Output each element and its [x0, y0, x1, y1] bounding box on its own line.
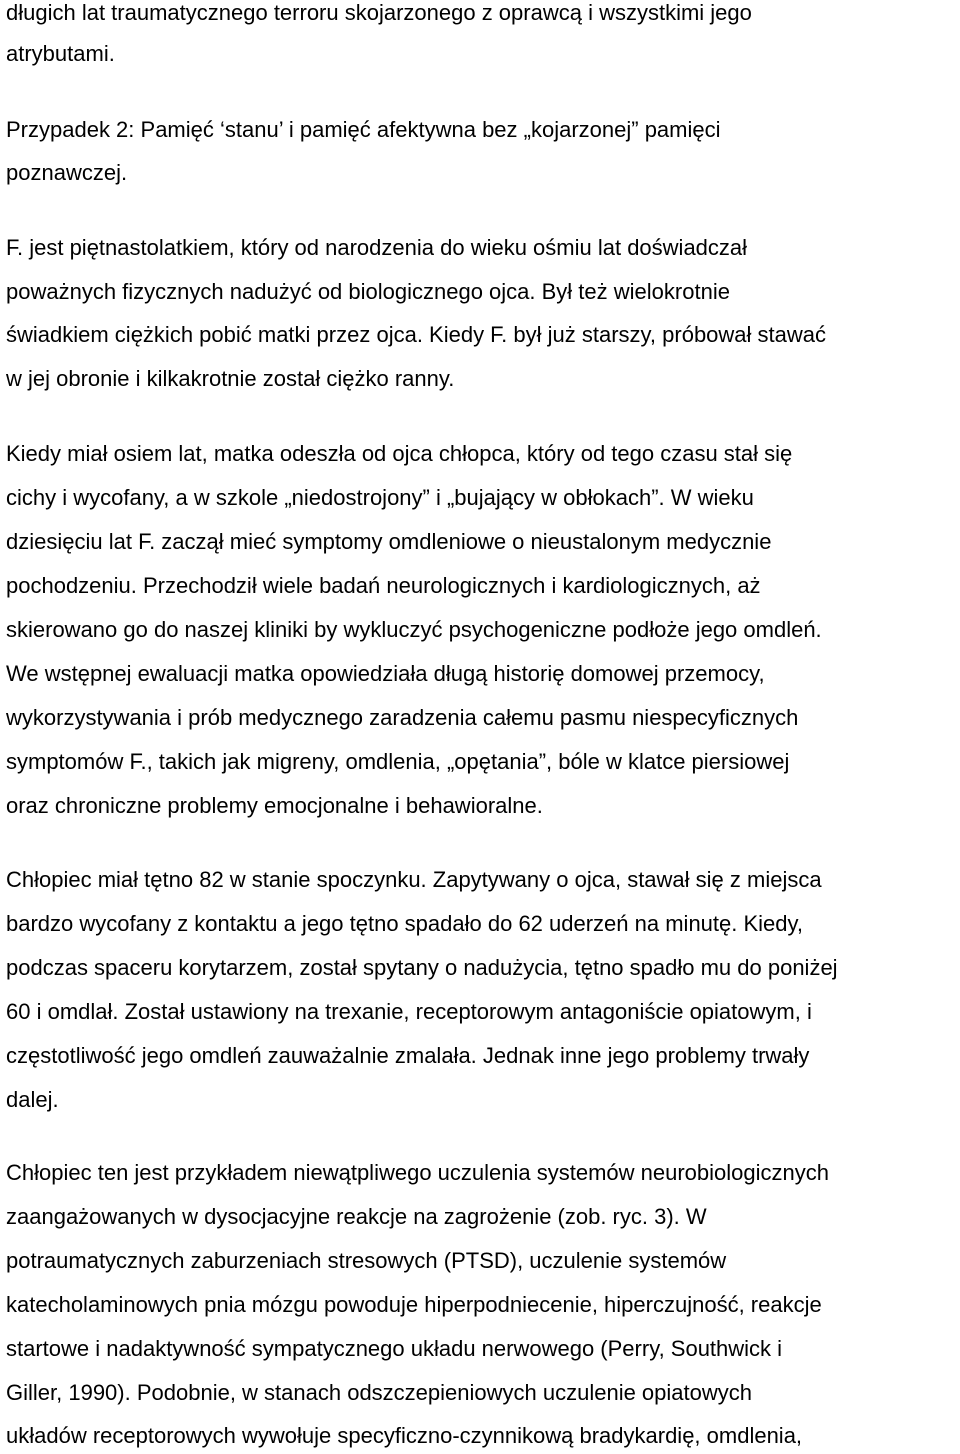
text-line: Kiedy miał osiem lat, matka odeszła od ojca chłopca, który od tego czasu stał się [6, 441, 793, 466]
section-heading: Przypadek 2: Pamięć ‘stanu’ i pamięć afektywna bez „kojarzonej” pamięci [6, 117, 721, 142]
text-line: w jej obronie i kilkakrotnie został ciężko ranny. [6, 366, 455, 391]
text-line: częstotliwość jego omdleń zauważalnie zmalała. Jednak inne jego problemy trwały [6, 1043, 810, 1068]
text-line: symptomów F., takich jak migreny, omdlenia, „opętania”, bóle w klatce piersiowej [6, 749, 790, 774]
text-line: wykorzystywania i prób medycznego zaradzenia całemu pasmu niespecyficznych [6, 705, 799, 730]
text-line: atrybutami. [6, 41, 115, 66]
text-line: F. jest piętnastolatkiem, który od narodzenia do wieku ośmiu lat doświadczał [6, 235, 748, 260]
text-line: pochodzeniu. Przechodził wiele badań neurologicznych i kardiologicznych, aż [6, 573, 761, 598]
text-line: podczas spaceru korytarzem, został spytany o nadużycia, tętno spadło mu do poniżej [6, 955, 838, 980]
text-line: układów receptorowych wywołuje specyficzno-czynnikową bradykardię, omdlenia, [6, 1423, 803, 1448]
text-line: skierowano go do naszej kliniki by wykluczyć psychogeniczne podłoże jego omdleń. [6, 617, 822, 642]
text-line: We wstępnej ewaluacji matka opowiedziała długą historię domowej przemocy, [6, 661, 765, 686]
text-line: cichy i wycofany, a w szkole „niedostrojony” i „bujający w obłokach”. W wieku [6, 485, 754, 510]
text-line: poważnych fizycznych nadużyć od biologicznego ojca. Był też wielokrotnie [6, 279, 730, 304]
text-line: Giller, 1990). Podobnie, w stanach odszczepieniowych uczulenie opiatowych [6, 1380, 752, 1405]
text-line: świadkiem ciężkich pobić matki przez ojca. Kiedy F. był już starszy, próbował stawać [6, 322, 827, 347]
text-line: potraumatycznych zaburzeniach stresowych (PTSD), uczulenie systemów [6, 1248, 727, 1273]
text-line: Chłopiec miał tętno 82 w stanie spoczynku. Zapytywany o ojca, stawał się z miejsca [6, 867, 822, 892]
text-line: dziesięciu lat F. zaczął mieć symptomy omdleniowe o nieustalonym medycznie [6, 529, 772, 554]
text-line: zaangażowanych w dysocjacyjne reakcje na zagrożenie (zob. ryc. 3). W [6, 1204, 707, 1229]
text-line: startowe i nadaktywność sympatycznego układu nerwowego (Perry, Southwick i [6, 1336, 783, 1361]
text-line: katecholaminowych pnia mózgu powoduje hiperpodniecenie, hiperczujność, reakcje [6, 1292, 822, 1317]
text-line: długich lat traumatycznego terroru skojarzonego z oprawcą i wszystkimi jego [6, 0, 752, 25]
text-line: 60 i omdlał. Został ustawiony na trexanie, receptorowym antagoniście opiatowym, i [6, 999, 812, 1024]
text-line: Chłopiec ten jest przykładem niewątpliwego uczulenia systemów neurobiologicznych [6, 1160, 829, 1185]
text-line: bardzo wycofany z kontaktu a jego tętno spadało do 62 uderzeń na minutę. Kiedy, [6, 911, 803, 936]
section-heading: poznawczej. [6, 160, 128, 185]
text-line: oraz chroniczne problemy emocjonalne i behawioralne. [6, 793, 543, 818]
text-line: dalej. [6, 1087, 59, 1112]
